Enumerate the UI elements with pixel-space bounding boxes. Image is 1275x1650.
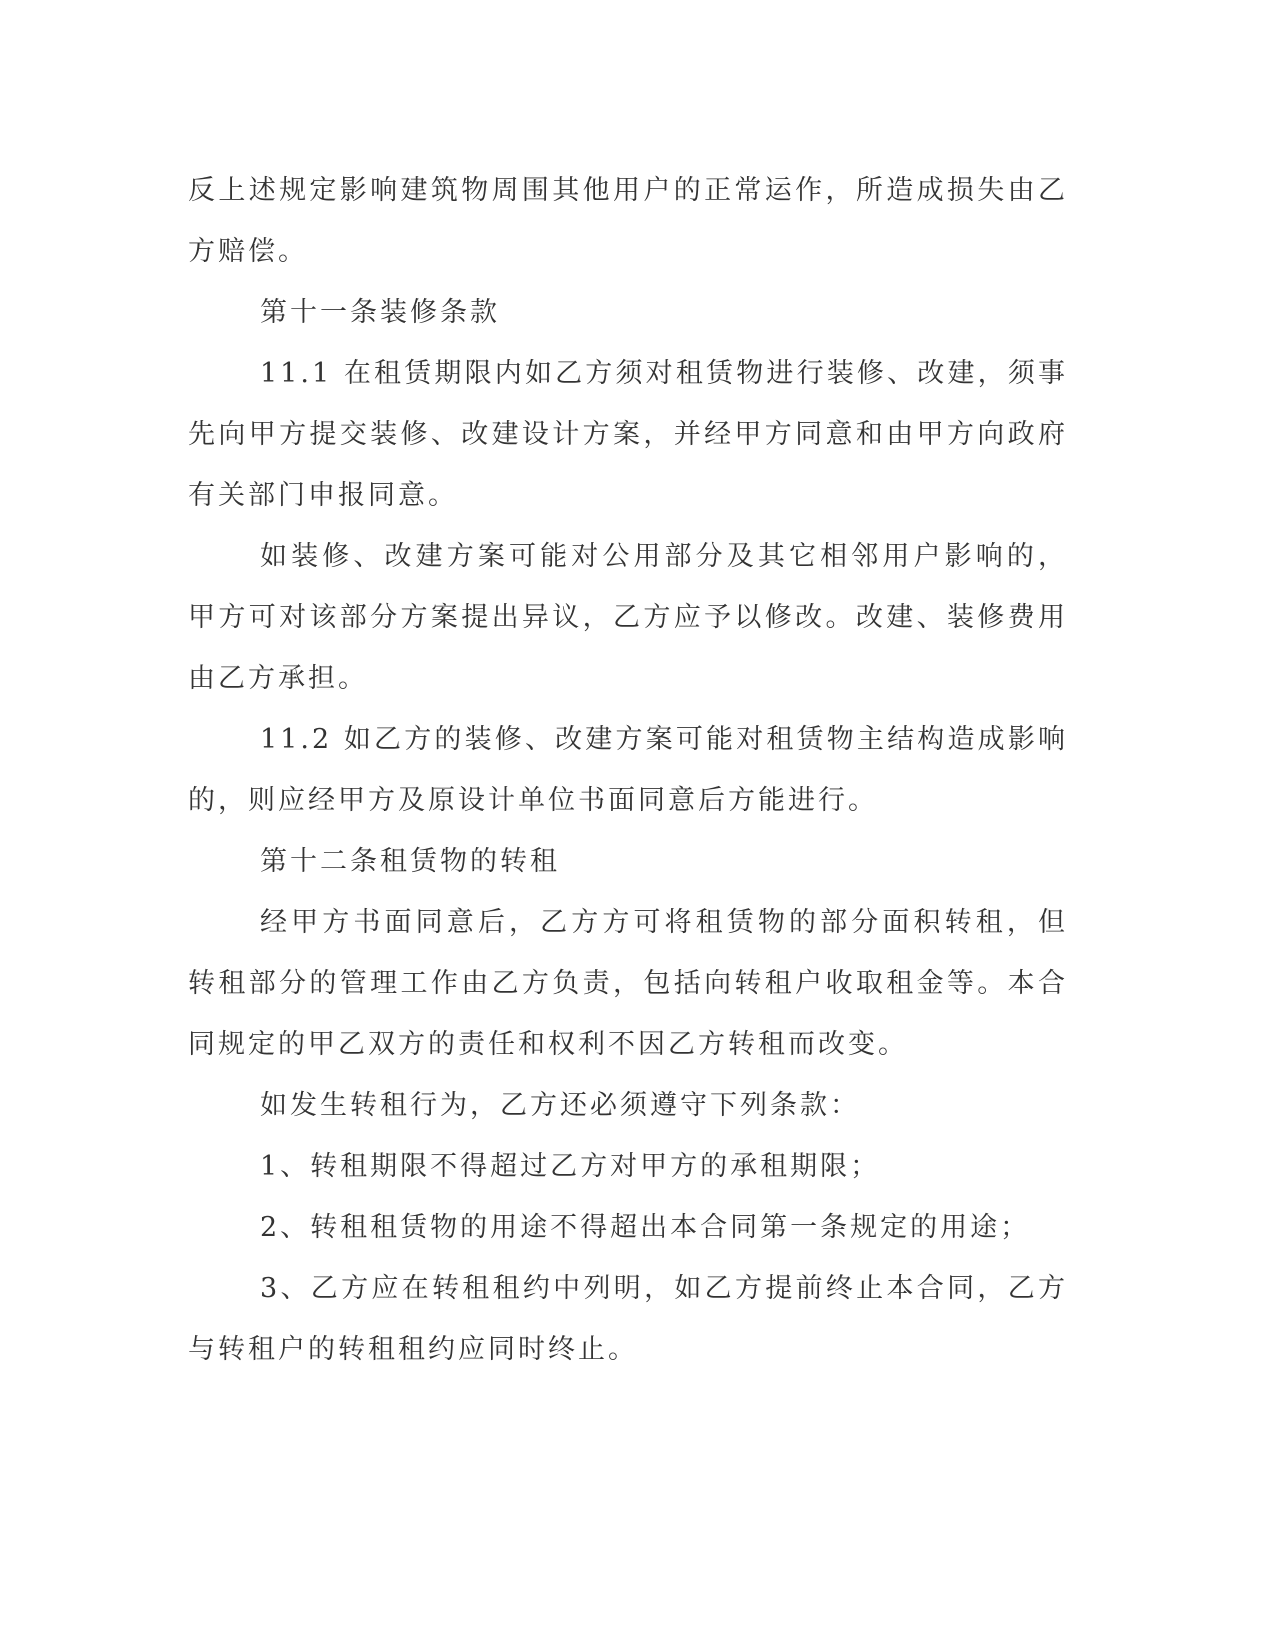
document-body bbox=[188, 160, 1068, 1380]
article-11-heading: 第十一条装修条款 bbox=[260, 297, 500, 328]
paragraph-continuation: 反上述规定影响建筑物周围其他用户的正常运作，所造成损失由乙方赔偿。 bbox=[188, 175, 1068, 267]
sublease-term-3: 3、乙方应在转租租约中列明，如乙方提前终止本合同，乙方与转租户的转租租约应同时终止。 bbox=[188, 1273, 1068, 1365]
clause-11-2: 11.2 如乙方的装修、改建方案可能对租赁物主结构造成影响的，则应经甲方及原设计单位书面同意后方能进行。 bbox=[188, 724, 1068, 816]
sublease-consent-paragraph: 经甲方书面同意后，乙方方可将租赁物的部分面积转租，但转租部分的管理工作由乙方负责，包括向转租户收取租金等。本合同规定的甲乙双方的责任和权利不因乙方转租而改变。 bbox=[188, 907, 1068, 1060]
article-12-heading: 第十二条租赁物的转租 bbox=[260, 846, 560, 877]
clause-11-1: 11.1 在租赁期限内如乙方须对租赁物进行装修、改建，须事先向甲方提交装修、改建设计方案，并经甲方同意和由甲方向政府有关部门申报同意。 bbox=[188, 358, 1068, 511]
sublease-terms-intro: 如发生转租行为，乙方还必须遵守下列条款： bbox=[260, 1090, 860, 1121]
clause-11-1-objection: 如装修、改建方案可能对公用部分及其它相邻用户影响的，甲方可对该部分方案提出异议，乙方应予以修改。改建、装修费用由乙方承担。 bbox=[188, 541, 1068, 694]
sublease-term-2: 2、转租租赁物的用途不得超出本合同第一条规定的用途； bbox=[260, 1212, 1031, 1243]
sublease-term-1: 1、转租期限不得超过乙方对甲方的承租期限； bbox=[260, 1151, 881, 1182]
